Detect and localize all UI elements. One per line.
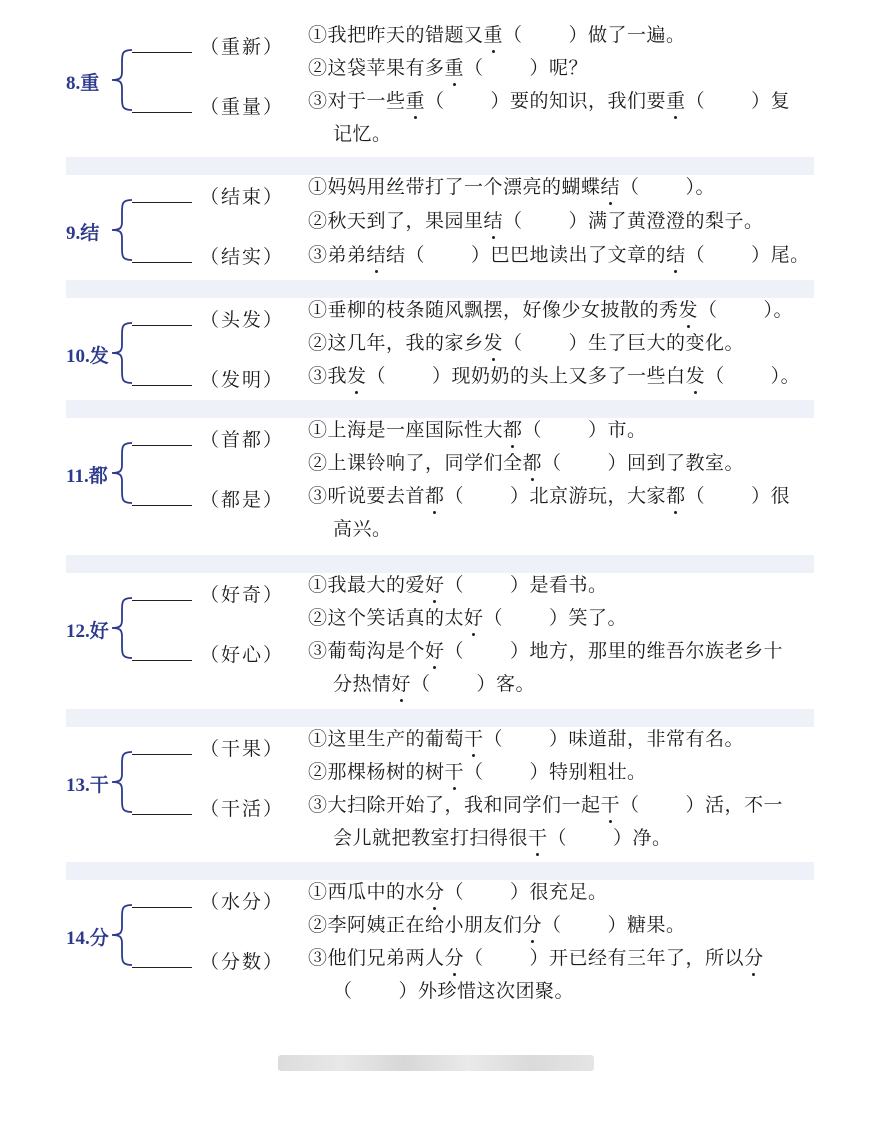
item-number <box>66 616 109 643</box>
sentence-text: ）生了巨大的变化。 <box>568 332 745 354</box>
dotted-target-char: 分 <box>445 943 465 970</box>
example-word: （首都） <box>200 429 285 451</box>
dotted-target-char: 好 <box>392 669 412 696</box>
dotted-target-char: 都 <box>425 481 445 508</box>
sentence-text: ）回到了教室。 <box>607 452 745 474</box>
word-blank[interactable] <box>132 505 192 506</box>
item-number <box>66 770 109 797</box>
sentence-text: ）特别粗壮。 <box>529 761 647 783</box>
sentence-text: ①妈妈用丝带打了一个漂亮的蝴蝶 <box>308 176 601 198</box>
sentence-text: ①这里生产的葡萄 <box>308 728 465 750</box>
sentence-line <box>308 361 800 388</box>
blank-open: （ <box>444 485 465 507</box>
polyphone-char: 分 <box>89 928 109 949</box>
sentence-text: ）糖果。 <box>607 914 686 936</box>
word-blank[interactable] <box>132 907 192 908</box>
sentence-line <box>308 943 764 970</box>
blank-open: （ <box>444 881 465 903</box>
blank-open: （ <box>425 90 445 112</box>
sentence-text: ）很 <box>751 485 791 507</box>
sentence-text: ①西瓜中的水 <box>308 881 426 903</box>
dotted-target-char: 重 <box>666 86 686 113</box>
blank-open: （ <box>464 57 484 79</box>
blank-open: （ <box>483 607 504 629</box>
example-word: （水分） <box>200 891 285 913</box>
sentence-line <box>308 86 790 113</box>
example-word: （干活） <box>200 798 285 820</box>
curly-brace-icon <box>108 596 132 660</box>
number-label: 13. <box>66 775 90 796</box>
example-word: （都是） <box>200 489 285 511</box>
dotted-target-char: 发 <box>686 361 706 388</box>
number-label: 8. <box>66 73 81 94</box>
blank-open: （ <box>464 947 484 969</box>
dotted-target-char: 都 <box>666 481 686 508</box>
item-number <box>66 923 109 950</box>
dotted-target-char: 干 <box>601 790 621 817</box>
blank-open: （ <box>503 210 523 232</box>
number-label: 10. <box>66 346 90 367</box>
dotted-target-char: 结 <box>601 172 621 199</box>
word-blank[interactable] <box>132 445 192 446</box>
curly-brace-icon <box>108 750 132 814</box>
sentence-line <box>308 757 647 784</box>
sentence-text: ②这个笑话真的太 <box>308 607 465 629</box>
blank-open: （ <box>685 244 706 266</box>
blank-open: （ <box>366 365 387 387</box>
sentence-text: ①我最大的爱 <box>308 574 426 596</box>
dotted-target-char: 结 <box>484 206 504 233</box>
item-number <box>66 68 99 95</box>
sentence-text: ）满了黄澄澄的梨子。 <box>568 210 764 232</box>
sentence-line <box>308 636 783 663</box>
sentence-text: 会儿就把教室打扫得很 <box>333 827 529 849</box>
sentence-text: ③对于一些 <box>308 90 406 112</box>
sentence-continuation <box>333 119 392 146</box>
polyphone-char: 重 <box>80 73 100 94</box>
word-blank[interactable] <box>132 814 192 815</box>
polyphone-char: 都 <box>88 466 108 487</box>
blank-open: （ <box>503 332 523 354</box>
sentence-text: ）复 <box>751 90 791 112</box>
sentence-text: ）活，不一 <box>685 794 784 816</box>
sentence-text: ）要的知识，我们要 <box>490 90 667 112</box>
item-number <box>66 341 109 368</box>
sentence-line <box>308 481 790 508</box>
dotted-target-char: 重 <box>406 86 426 113</box>
word-blank[interactable] <box>132 262 192 263</box>
blank-open: （ <box>705 365 725 387</box>
dotted-target-char: 重 <box>484 20 504 47</box>
sentence-line <box>308 20 686 47</box>
example-word: （重新） <box>200 36 285 58</box>
sentence-text: ②那棵杨树的树 <box>308 761 445 783</box>
sentence-text: ）很充足。 <box>510 881 608 903</box>
sentence-text: ③听说要去首 <box>308 485 426 507</box>
blank-open: （ <box>333 980 353 1002</box>
sentence-text: 分热情 <box>333 673 392 695</box>
dotted-target-char: 结 <box>666 240 686 267</box>
sentence-text: ）笑了。 <box>549 607 628 629</box>
dotted-target-char: 发 <box>679 295 699 322</box>
sentence-text: ①垂柳的枝条随风飘摆，好像少女披散的秀 <box>308 299 679 321</box>
dotted-target-char: 重 <box>445 53 465 80</box>
word-blank[interactable] <box>132 52 192 53</box>
blank-open: （ <box>464 761 484 783</box>
dotted-target-char: 好 <box>425 570 445 597</box>
dotted-target-char: 干 <box>528 823 548 850</box>
sentence-line <box>308 603 627 630</box>
curly-brace-icon <box>108 903 132 967</box>
example-word: （结实） <box>200 246 285 268</box>
sentence-line <box>308 172 715 199</box>
sentence-text: ②上课铃响了，同学们全 <box>308 452 523 474</box>
number-label: 14. <box>66 928 90 949</box>
dotted-target-char: 都 <box>503 415 523 442</box>
blank-open: （ <box>685 90 706 112</box>
dotted-target-char: 发 <box>484 328 504 355</box>
sentence-line <box>308 910 686 937</box>
sentence-continuation <box>333 514 392 541</box>
sentence-text: ③大扫除开始了，我和同学们一起 <box>308 794 601 816</box>
example-word: （发明） <box>200 369 285 391</box>
sentence-text: ）客。 <box>476 673 536 695</box>
sentence-continuation <box>333 976 574 1003</box>
sentence-text: ②李阿姨正在给小朋友们 <box>308 914 523 936</box>
sentence-text: ）是看书。 <box>510 574 608 596</box>
number-label: 11. <box>66 466 89 487</box>
sentence-text: ）尾。 <box>751 244 810 266</box>
curly-brace-icon <box>108 198 132 262</box>
sentence-text: ③他们兄弟两人 <box>308 947 445 969</box>
sentence-text: ③我 <box>308 365 348 387</box>
polyphone-char: 结 <box>80 223 100 244</box>
blank-open: （ <box>542 452 562 474</box>
sentence-text: 高兴。 <box>333 518 392 540</box>
sentence-continuation <box>333 669 535 696</box>
sentence-line <box>308 448 744 475</box>
word-blank[interactable] <box>132 600 192 601</box>
word-blank[interactable] <box>132 754 192 755</box>
sentence-text: ）巴巴地读出了文章的 <box>471 244 667 266</box>
polyphone-char: 干 <box>89 775 109 796</box>
polyphone-char: 好 <box>89 621 109 642</box>
sentence-text: ②这几年，我的家乡 <box>308 332 484 354</box>
sentence-continuation <box>333 823 672 850</box>
sentence-text: ）外珍惜这次团聚。 <box>398 980 575 1002</box>
sentence-line <box>308 877 608 904</box>
sentence-line <box>308 415 647 442</box>
sentence-text: ③弟弟 <box>308 244 367 266</box>
blank-open: （ <box>620 794 640 816</box>
word-blank[interactable] <box>132 660 192 661</box>
sentence-text: ）地方，那里的维吾尔族老乡十 <box>510 640 784 662</box>
sentence-text: ①我把昨天的错题又 <box>308 24 484 46</box>
blank-open: （ <box>483 728 504 750</box>
example-word: （好奇） <box>200 584 285 606</box>
example-word: （好心） <box>200 644 285 666</box>
dotted-target-char: 发 <box>347 361 367 388</box>
sentence-text: ）现奶奶的头上又多了一些白 <box>432 365 686 387</box>
sentence-text: ）。 <box>763 299 794 321</box>
blank-open: （ <box>620 176 640 198</box>
sentence-text: ）。 <box>685 176 716 198</box>
blank-open: （ <box>685 485 706 507</box>
dotted-target-char: 分 <box>744 943 764 970</box>
sentence-line <box>308 570 608 597</box>
blurred-watermark <box>278 1055 594 1071</box>
curly-brace-icon <box>108 48 132 112</box>
item-number <box>66 218 99 245</box>
blank-open: （ <box>444 640 465 662</box>
word-blank[interactable] <box>132 202 192 203</box>
word-blank[interactable] <box>132 967 192 968</box>
polyphone-char: 发 <box>89 346 109 367</box>
word-blank[interactable] <box>132 325 192 326</box>
example-word: （结束） <box>200 186 285 208</box>
sentence-line <box>308 240 810 267</box>
curly-brace-icon <box>108 441 132 505</box>
blank-open: 结（ <box>386 244 426 266</box>
sentence-text: ）市。 <box>588 419 647 441</box>
sentence-text: ）做了一遍。 <box>568 24 686 46</box>
sentence-line <box>308 295 793 322</box>
sentence-line <box>308 724 744 751</box>
blank-open: （ <box>542 914 562 936</box>
item-number <box>66 461 108 488</box>
dotted-target-char: 干 <box>464 724 484 751</box>
sentence-text: ）北京游玩，大家 <box>510 485 667 507</box>
blank-open: （ <box>547 827 568 849</box>
number-label: 9. <box>66 223 81 244</box>
example-word: （重量） <box>200 96 285 118</box>
blank-open: （ <box>411 673 431 695</box>
example-word: （分数） <box>200 951 285 973</box>
word-blank[interactable] <box>132 385 192 386</box>
sentence-text: ②这袋苹果有多 <box>308 57 445 79</box>
blank-open: （ <box>503 24 523 46</box>
sentence-line <box>308 328 744 355</box>
sentence-line <box>308 206 764 233</box>
dotted-target-char: 都 <box>523 448 543 475</box>
dotted-target-char: 分 <box>523 910 543 937</box>
sentence-text: ②秋天到了，果园里 <box>308 210 484 232</box>
number-label: 12. <box>66 621 90 642</box>
dotted-target-char: 结 <box>367 240 387 267</box>
example-word: （头发） <box>200 309 285 331</box>
word-blank[interactable] <box>132 112 192 113</box>
dotted-target-char: 好 <box>464 603 484 630</box>
sentence-text: ①上海是一座国际性大 <box>308 419 504 441</box>
sentence-text: ）开已经有三年了，所以 <box>529 947 745 969</box>
sentence-line <box>308 790 783 817</box>
curly-brace-icon <box>108 321 132 385</box>
sentence-text: ）。 <box>770 365 801 387</box>
sentence-text: 记忆。 <box>333 123 392 145</box>
dotted-target-char: 好 <box>425 636 445 663</box>
sentence-text: ③葡萄沟是个 <box>308 640 426 662</box>
blank-open: （ <box>522 419 543 441</box>
sentence-text: ）净。 <box>613 827 672 849</box>
sentence-line <box>308 53 588 80</box>
dotted-target-char: 分 <box>425 877 445 904</box>
sentence-text: ）味道甜，非常有名。 <box>549 728 745 750</box>
sentence-text: ）呢？ <box>529 57 589 79</box>
blank-open: （ <box>444 574 465 596</box>
dotted-target-char: 干 <box>445 757 465 784</box>
example-word: （干果） <box>200 738 285 760</box>
blank-open: （ <box>698 299 718 321</box>
